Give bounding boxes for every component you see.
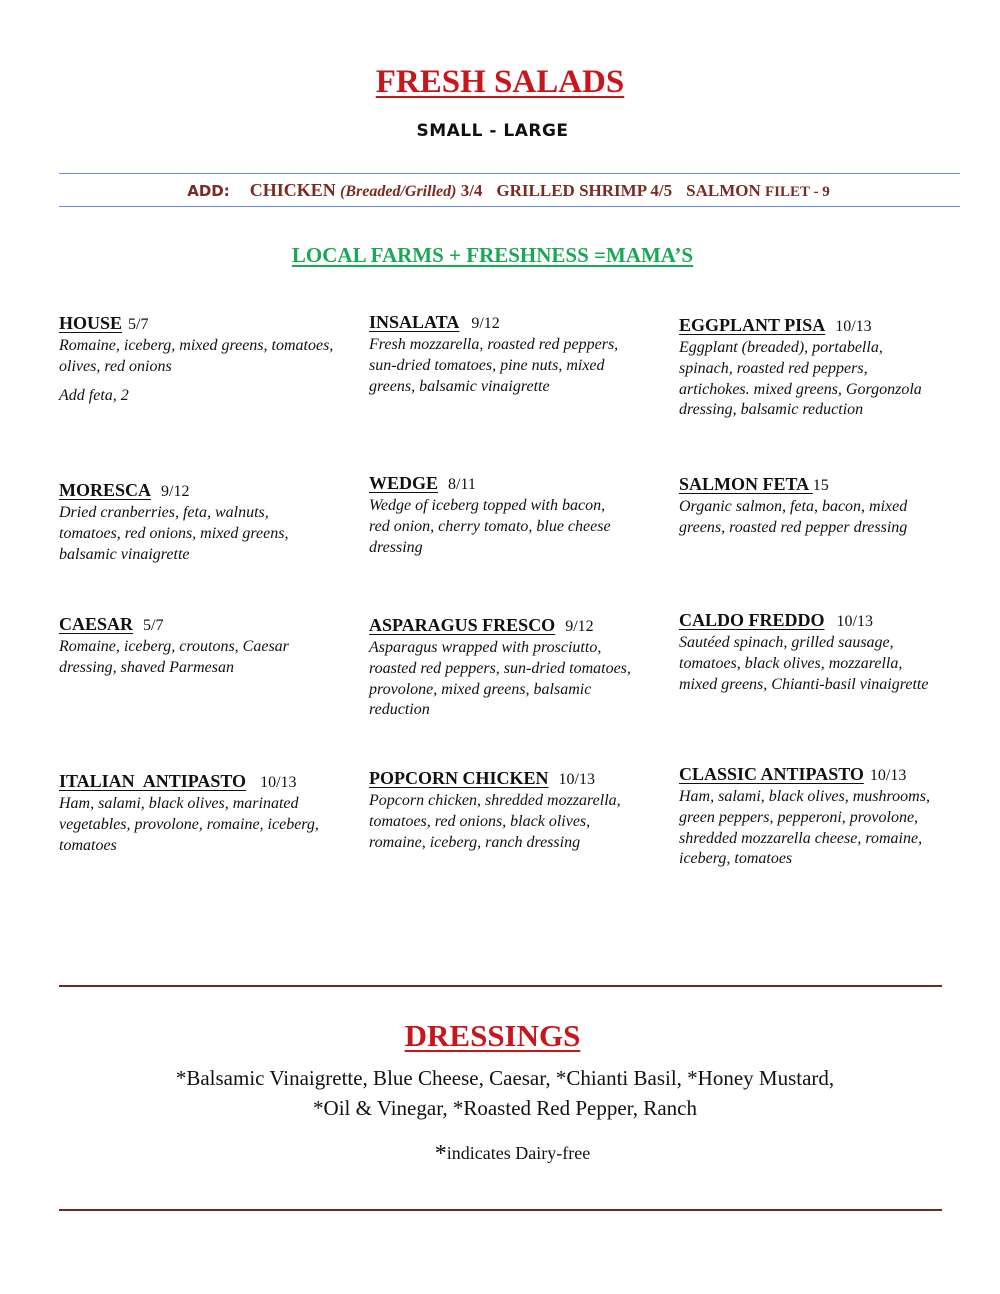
- salad-price: 9/12: [565, 618, 594, 635]
- salad-price: 10/13: [835, 318, 872, 335]
- salad-description: Ham, salami, black olives, marinated vegetables, provolone, romaine, iceberg, tomatoes: [59, 795, 319, 854]
- dressings-line-2: *Oil & Vinegar, *Roasted Red Pepper, Ranch: [313, 1096, 697, 1120]
- tagline: LOCAL FARMS + FRESHNESS =MAMA’S: [291, 243, 694, 267]
- salad-price: 9/12: [161, 483, 190, 500]
- salad-name: SALMON FETA: [679, 474, 813, 494]
- addon-chicken: CHICKEN: [249, 180, 336, 200]
- addons-line: [0, 180, 1000, 201]
- salad-caesar: [59, 613, 329, 679]
- salad-price: 10/13: [558, 771, 595, 788]
- salad-name: ITALIAN ANTIPASTO: [59, 771, 247, 791]
- salad-price: 15: [812, 477, 829, 494]
- asterisk-icon: *: [434, 1141, 447, 1167]
- salad-asparagus-fresco: [369, 614, 639, 721]
- dressings-line-1: *Balsamic Vinaigrette, Blue Cheese, Caesar, *Chianti Basil, *Honey Mustard,: [175, 1066, 835, 1090]
- salad-caldo-freddo: [679, 609, 939, 695]
- salad-name: WEDGE: [369, 473, 439, 493]
- salad-classic-antipasto: [679, 763, 939, 870]
- salad-price: 5/7: [128, 316, 149, 333]
- salad-house: [59, 312, 334, 405]
- salad-description: Ham, salami, black olives, mushrooms, green peppers, pepperoni, provolone, shredded mozzarella cheese, romaine, iceberg, tomatoes: [679, 788, 930, 868]
- dairy-free-text: indicates Dairy-free: [446, 1143, 591, 1163]
- dairy-free-note: [0, 1141, 1000, 1168]
- salad-price: 10/13: [836, 613, 873, 630]
- salad-wedge: [369, 472, 619, 558]
- dressings-title: DRESSINGS: [404, 1018, 581, 1053]
- salad-name: CALDO FREDDO: [679, 610, 825, 630]
- salad-name: INSALATA: [369, 312, 460, 332]
- page-title: FRESH SALADS: [375, 64, 625, 100]
- salad-price: 10/13: [869, 767, 907, 784]
- addon-salmon: [686, 181, 830, 200]
- salad-name: MORESCA: [59, 480, 152, 500]
- salad-description: Sautéed spinach, grilled sausage, tomatoes, black olives, mozzarella, mixed greens, Chianti-basil vinaigrette: [679, 634, 929, 693]
- salad-description: Asparagus wrapped with prosciutto, roasted red peppers, sun-dried tomatoes, provolone, mixed greens, balsamic reduction: [369, 639, 631, 719]
- salad-salmon-feta: [679, 473, 934, 539]
- salad-moresca: [59, 479, 329, 565]
- salad-description: Romaine, iceberg, mixed greens, tomatoes, olives, red onions: [59, 337, 334, 375]
- divider-dressings-bottom: [59, 1209, 942, 1211]
- addon-chicken-note: (Breaded/Grilled): [340, 183, 457, 200]
- salad-name: ASPARAGUS FRESCO: [369, 615, 556, 635]
- salad-italian-antipasto: [59, 770, 329, 856]
- salad-price: 5/7: [143, 617, 164, 634]
- salad-description: Romaine, iceberg, croutons, Caesar dressing, shaved Parmesan: [59, 638, 289, 676]
- salad-name: CLASSIC ANTIPASTO: [679, 764, 864, 784]
- salad-description: Wedge of iceberg topped with bacon, red onion, cherry tomato, blue cheese dressing: [369, 497, 611, 556]
- addon-shrimp: GRILLED SHRIMP 4/5: [496, 181, 673, 200]
- salad-name: POPCORN CHICKEN: [369, 768, 549, 788]
- salad-description: Organic salmon, feta, bacon, mixed greens, roasted red pepper dressing: [679, 498, 908, 536]
- salad-insalata: [369, 311, 631, 397]
- salad-extra: Add feta, 2: [59, 386, 129, 404]
- addons-label: ADD:: [187, 182, 230, 200]
- salad-popcorn-chicken: [369, 767, 629, 853]
- salad-name: EGGPLANT PISA: [679, 315, 826, 335]
- salad-name: CAESAR: [59, 614, 134, 634]
- divider-top: [59, 173, 960, 174]
- salad-price: 10/13: [260, 774, 297, 791]
- size-subtitle: SMALL - LARGE: [416, 121, 569, 141]
- salad-description: Eggplant (breaded), portabella, spinach, roasted red peppers, artichokes. mixed greens, Gorgonzola dressing, balsamic reduction: [679, 339, 922, 419]
- salad-price: 9/12: [471, 315, 500, 332]
- salad-eggplant-pisa: [679, 314, 929, 421]
- divider-dressings-top: [59, 985, 942, 987]
- divider-bottom: [59, 206, 960, 207]
- salad-description: Dried cranberries, feta, walnuts, tomatoes, red onions, mixed greens, balsamic vinaigrette: [59, 504, 289, 563]
- salad-description: Popcorn chicken, shredded mozzarella, tomatoes, red onions, black olives, romaine, iceberg, ranch dressing: [369, 792, 621, 851]
- addon-chicken-price: 3/4: [460, 181, 483, 200]
- salad-price: 8/11: [448, 476, 476, 493]
- addon-salmon-main: SALMON: [686, 181, 761, 200]
- salad-name: HOUSE: [59, 313, 123, 333]
- salad-description: Fresh mozzarella, roasted red peppers, sun-dried tomatoes, pine nuts, mixed greens, balsamic vinaigrette: [369, 336, 619, 395]
- addon-salmon-rest: FILET - 9: [765, 184, 830, 200]
